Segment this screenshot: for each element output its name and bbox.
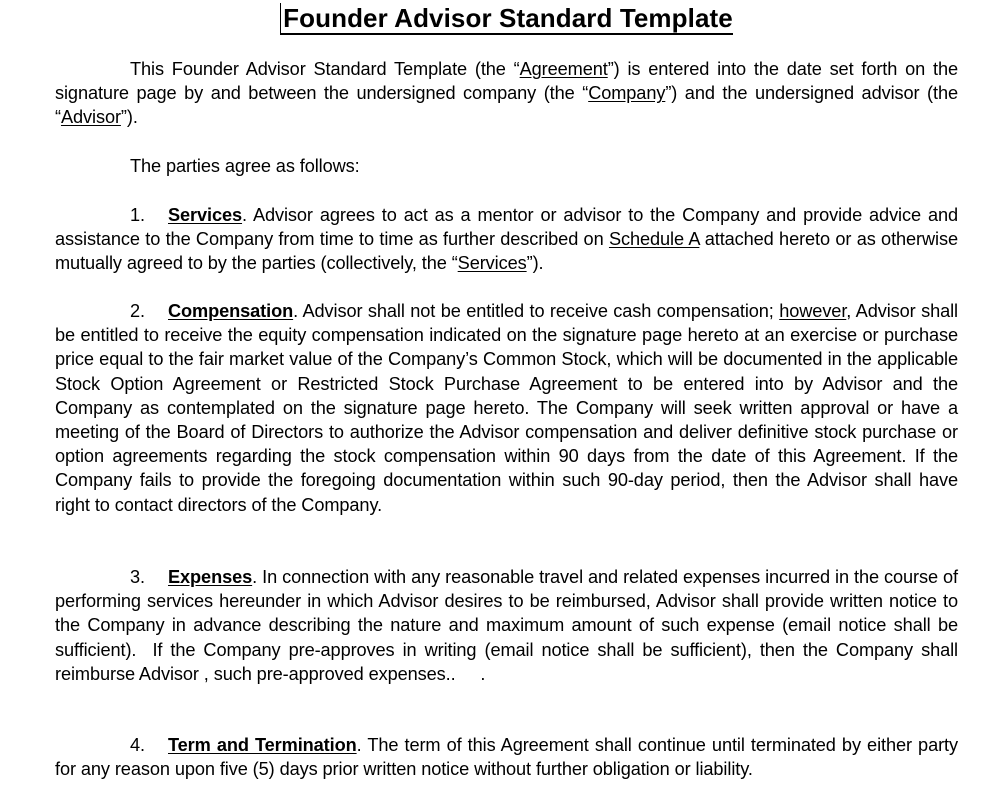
section-text: ”). xyxy=(526,253,544,274)
parties-agree-line: The parties agree as follows: xyxy=(130,156,360,176)
section-term-and-termination xyxy=(55,733,958,781)
document-title xyxy=(55,0,958,35)
section-text: . The term of this Agreement shall continue until terminated by either party for any reason upon five (5) days prior written notice without further obligation or liability. xyxy=(55,735,958,780)
section-number: 3. xyxy=(130,567,145,587)
intro-text: ”) is entered into the date set forth on the signature page by and between the undersigned company (the “ xyxy=(55,59,958,104)
intro-text: This Founder Advisor Standard Template (the “ xyxy=(130,59,520,79)
section-compensation xyxy=(55,299,958,517)
section-number: 4. xyxy=(130,735,145,755)
emphasis-however: however xyxy=(779,301,847,321)
section-text: attached hereto or as otherwise mutually agreed to by the parties (collectively, the “ xyxy=(55,229,958,274)
intro-text: ”) and the undersigned advisor (the “ xyxy=(55,83,958,128)
defined-term-advisor: Advisor xyxy=(60,107,121,128)
intro-text: ”). xyxy=(120,107,138,128)
section-heading: Compensation xyxy=(168,301,294,321)
intro-paragraph xyxy=(55,57,958,130)
defined-term-services: Services xyxy=(457,253,527,274)
section-number: 1. xyxy=(130,205,145,225)
section-text: . In connection with any reasonable travel and related expenses incurred in the course of performing services hereunder in which Advisor desires to be reimbursed, Advisor shall provide written notice to the Company in advance describing the nature and maximum amount of such expense (email notice shall be sufficient). If the Company pre-approves in writing (email notice shall be sufficient), then the Company shall reimburse Advisor , such pre-approved expenses.. . xyxy=(55,567,963,684)
schedule-a-reference: Schedule A xyxy=(608,229,700,250)
document-title-text: Founder Advisor Standard Template xyxy=(280,3,733,35)
section-text: . Advisor shall not be entitled to receive cash compensation; xyxy=(293,301,780,321)
section-expenses xyxy=(55,565,963,686)
section-services xyxy=(55,203,958,276)
section-heading: Term and Termination xyxy=(168,735,357,755)
section-number: 2. xyxy=(130,301,145,321)
section-text: , Advisor shall be entitled to receive the equity compensation indicated on the signature page hereto at an exercise or purchase price equal to the fair market value of the Company’s Common Stock, which will be documented in the applicable Stock Option Agreement or Restricted Stock Purchase Agreement to be entered into by Advisor and the Company as contemplated on the signature page hereto. The Company will seek written approval or have a meeting of the Board of Directors to authorize the Advisor compensation and deliver definitive stock purchase or option agreements regarding the stock compensation within 90 days from the date of this Agreement. If the Company fails to provide the foregoing documentation within such 90-day period, then the Advisor shall have right to contact directors of the Company. xyxy=(55,301,958,515)
section-heading: Services xyxy=(168,205,243,225)
document-page xyxy=(55,0,963,780)
section-text: . Advisor agrees to act as a mentor or advisor to the Company and provide advice and assistance to the Company from time to time as further described on xyxy=(55,205,958,250)
section-heading: Expenses xyxy=(168,567,253,587)
defined-term-agreement: Agreement xyxy=(519,59,608,79)
defined-term-company: Company xyxy=(588,83,666,104)
